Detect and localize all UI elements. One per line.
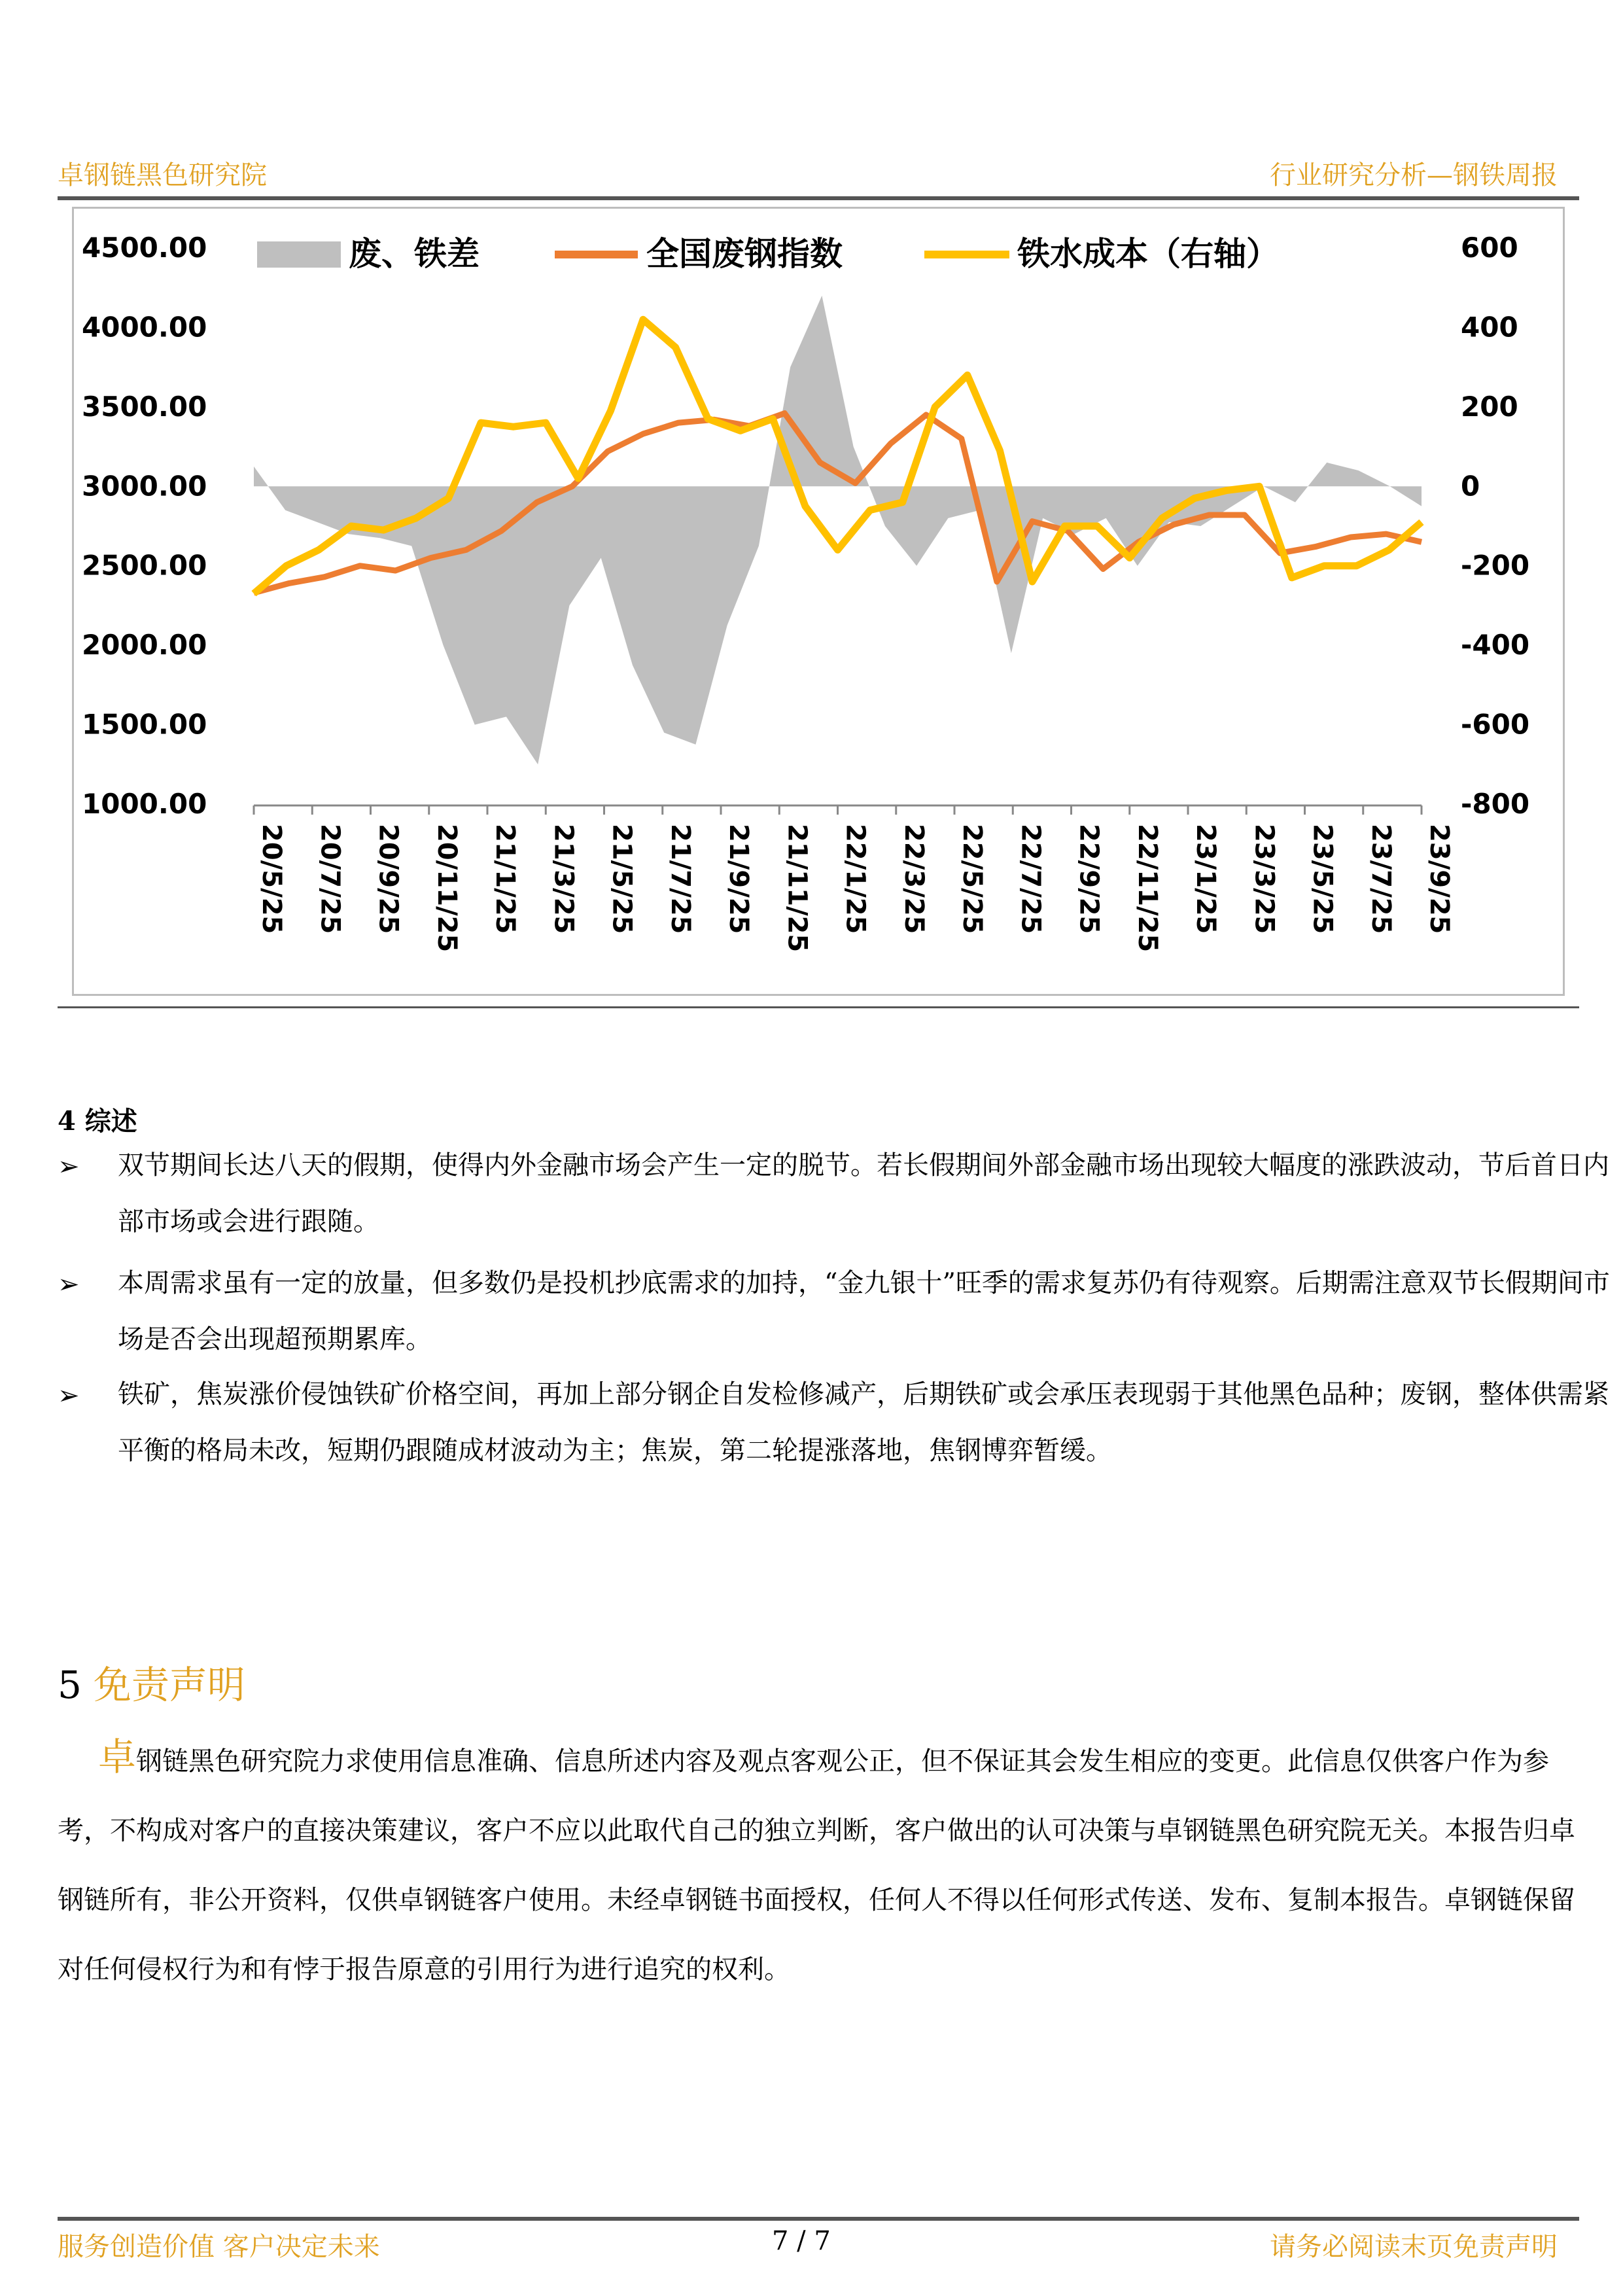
x-tick-label: 22/3/25 — [898, 824, 929, 934]
y-left-tick-label: 1500.00 — [82, 708, 207, 741]
series-area-fei-tie-cha — [254, 296, 1422, 764]
disclaimer-paragraph — [58, 1722, 1579, 2004]
x-tick-label: 23/5/25 — [1307, 824, 1338, 934]
bullet-3-text: 铁矿，焦炭涨价侵蚀铁矿价格空间，再加上部分钢企自发检修减产，后期铁矿或会承压表现弱于其他黑色品种；废钢，整体供需紧平衡的格局未改，短期仍跟随成材波动为主；焦炭，第二轮提涨落地，焦钢博弈暂缓。 — [118, 1379, 1609, 1466]
footer-divider — [58, 2217, 1579, 2221]
legend-label: 铁水成本（右轴） — [1017, 235, 1279, 273]
steel-chart — [74, 209, 1563, 994]
disclaimer-body: 钢链黑色研究院力求使用信息准确、信息所述内容及观点客观公正，但不保证其会发生相应的变更。此信息仅供客户作为参考，不构成对客户的直接决策建议，客户不应以此取代自己的独立判断，客户做出的认可决策与卓钢链黑色研究院无关。本报告归卓钢链所有，非公开资料，仅供卓钢链客户使用。未经卓钢链书面授权，任何人不得以任何形式传送、发布、复制本报告。卓钢链保留对任何侵权行为和有悖于报告原意的引用行为进行追究的权利。 — [58, 1746, 1575, 1985]
y-left-tick-label: 4500.00 — [82, 232, 207, 264]
y-left-tick-label: 3500.00 — [82, 390, 207, 423]
section-4-title: 4 综述 — [58, 1106, 137, 1137]
x-tick-label: 23/9/25 — [1424, 824, 1454, 934]
header-right: 行业研究分析—钢铁周报 — [1270, 160, 1558, 190]
x-tick-label: 22/1/25 — [840, 824, 871, 934]
x-tick-label: 21/9/25 — [724, 824, 754, 934]
chart-divider — [58, 1006, 1579, 1008]
y-right-tick-label: -600 — [1461, 708, 1530, 741]
bullet-2-text: 本周需求虽有一定的放量，但多数仍是投机抄底需求的加持，“金九银十”旺季的需求复苏仍有待观察。后期需注意双节长假期间市场是否会出现超预期累库。 — [118, 1268, 1610, 1354]
y-left-tick-label: 1000.00 — [82, 788, 207, 820]
x-tick-label: 20/5/25 — [256, 824, 287, 934]
footer-left: 服务创造价值 客户决定未来 — [58, 2232, 380, 2262]
x-tick-label: 21/7/25 — [665, 824, 695, 934]
bullet-arrow-icon: ➢ — [58, 1152, 80, 1182]
x-tick-label: 22/11/25 — [1132, 824, 1162, 953]
x-tick-label: 20/11/25 — [431, 824, 462, 953]
x-tick-label: 22/7/25 — [1015, 824, 1046, 934]
y-left-tick-label: 3000.00 — [82, 470, 207, 503]
y-right-tick-label: -200 — [1461, 549, 1530, 582]
bullet-arrow-icon: ➢ — [58, 1269, 80, 1299]
y-left-tick-label: 2500.00 — [82, 549, 207, 582]
y-right-tick-label: -800 — [1461, 788, 1530, 820]
legend-label: 全国废钢指数 — [646, 235, 843, 273]
y-right-tick-label: 400 — [1461, 311, 1518, 344]
disclaimer-first-char: 卓 — [98, 1735, 137, 1779]
x-tick-label: 21/1/25 — [490, 824, 520, 934]
legend-label: 废、铁差 — [349, 235, 480, 273]
x-tick-label: 22/9/25 — [1073, 824, 1104, 934]
x-tick-label: 22/5/25 — [957, 824, 987, 934]
y-right-tick-label: 0 — [1461, 470, 1480, 503]
header-divider — [58, 196, 1579, 200]
legend-swatch-area — [257, 241, 341, 268]
chart-container — [72, 207, 1565, 996]
page-number: 7 / 7 — [772, 2226, 831, 2256]
y-right-tick-label: -400 — [1461, 629, 1530, 662]
y-right-tick-label: 600 — [1461, 232, 1518, 264]
bullet-1-text: 双节期间长达八天的假期，使得内外金融市场会产生一定的脱节。若长假期间外部金融市场出现较大幅度的涨跌波动，节后首日内部市场或会进行跟随。 — [118, 1150, 1609, 1237]
bullet-arrow-icon: ➢ — [58, 1381, 80, 1411]
x-tick-label: 21/11/25 — [782, 824, 812, 953]
x-tick-label: 23/3/25 — [1249, 824, 1280, 934]
y-right-tick-label: 200 — [1461, 390, 1518, 423]
x-tick-label: 20/9/25 — [373, 824, 404, 934]
x-tick-label: 21/3/25 — [548, 824, 579, 934]
x-tick-label: 23/1/25 — [1191, 824, 1221, 934]
x-tick-label: 21/5/25 — [606, 824, 637, 934]
section-5-heading: 免责声明 — [93, 1663, 245, 1707]
footer-right: 请务必阅读末页免责声明 — [1270, 2232, 1558, 2262]
y-left-tick-label: 2000.00 — [82, 629, 207, 662]
section-5-number: 5 — [58, 1663, 82, 1707]
x-tick-label: 23/7/25 — [1365, 824, 1396, 934]
x-tick-label: 20/7/25 — [315, 824, 345, 934]
header-left: 卓钢链黑色研究院 — [58, 160, 267, 190]
y-left-tick-label: 4000.00 — [82, 311, 207, 344]
section-5-title — [58, 1654, 245, 1709]
